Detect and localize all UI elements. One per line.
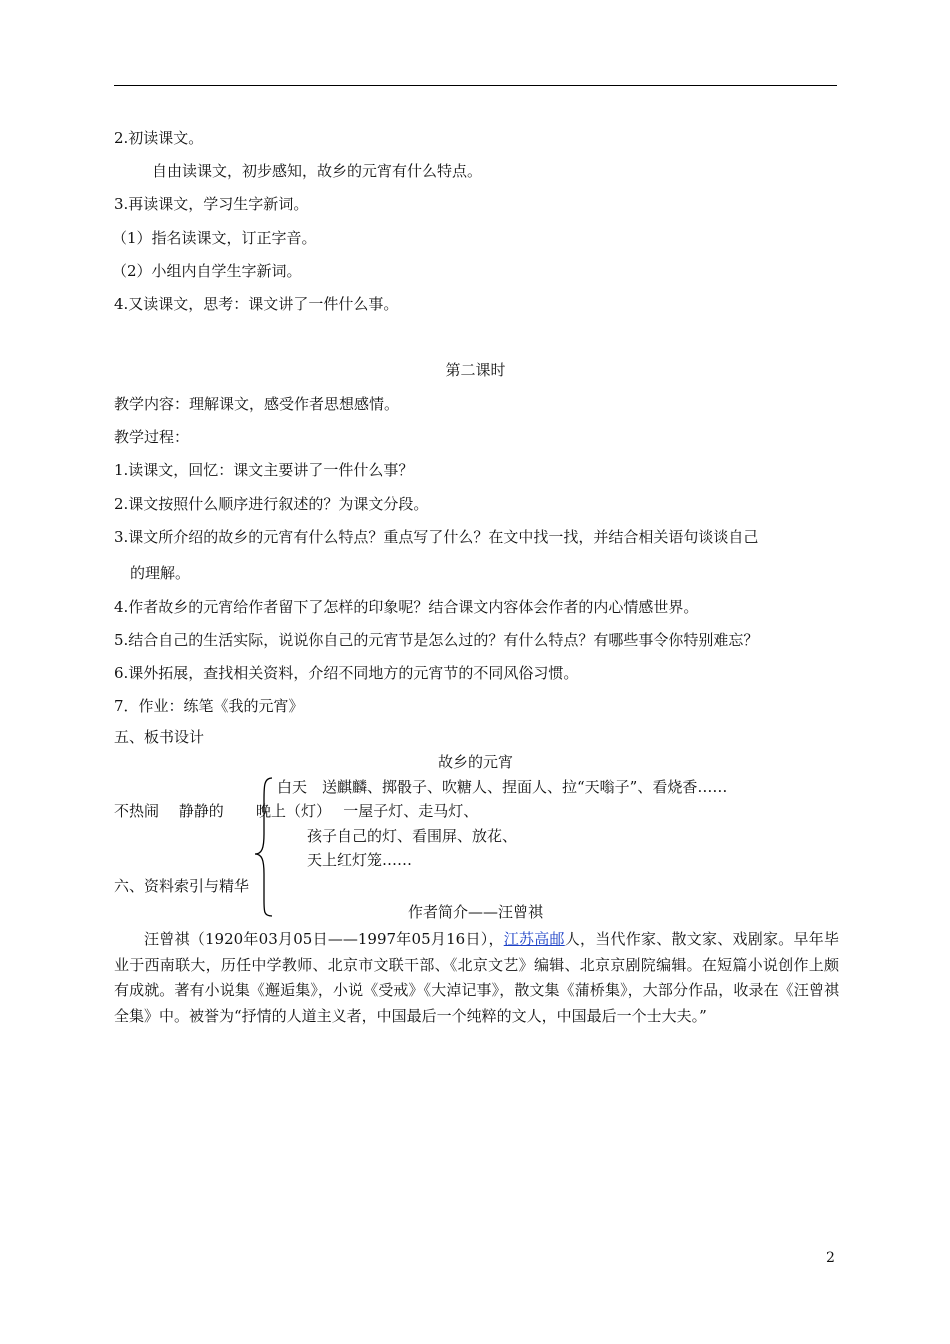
process-item-2: 2.课文按照什么顺序进行叙述的？为课文分段。: [114, 495, 429, 513]
section-6-heading: 六、资料索引与精华: [114, 877, 250, 895]
step-3-sub-2: （2）小组内自学生字新词。: [112, 262, 302, 280]
lesson-heading: 第二课时: [445, 361, 506, 379]
board-day: 白天 送麒麟、掷骰子、吹糖人、捏面人、拉“天嗡子”、看烧香……: [277, 778, 728, 796]
page-number: 2: [826, 1250, 835, 1266]
bio-title: 作者简介——汪曾祺: [407, 903, 543, 921]
process-item-5: 5.结合自己的生活实际，说说你自己的元宵节是怎么过的？有什么特点？有哪些事令你特别难忘？: [114, 631, 759, 649]
teaching-content: 教学内容：理解课文，感受作者思想感情。: [114, 395, 400, 413]
process-item-7: 7．作业：练笔《我的元宵》: [114, 697, 304, 715]
section-5-heading: 五、板书设计: [114, 728, 205, 746]
board-night-3: 天上红灯笼……: [307, 851, 413, 869]
step-4: 4.又读课文，思考：课文讲了一件什么事。: [114, 295, 399, 313]
process-item-6: 6.课外拓展，查找相关资料，介绍不同地方的元宵节的不同风俗习惯。: [114, 664, 579, 682]
bio-paragraph: [114, 927, 839, 1029]
process-item-4: 4.作者故乡的元宵给作者留下了怎样的印象呢？结合课文内容体会作者的内心情感世界。: [114, 598, 699, 616]
board-night-2: 孩子自己的灯、看围屏、放花、: [307, 827, 518, 845]
board-brace: [252, 776, 274, 918]
process-item-3-cont: 的理解。: [130, 564, 191, 582]
bio-text-before: 汪曾祺（1920年03月05日——1997年05月16日），: [144, 930, 504, 948]
header-rule: [114, 85, 837, 86]
board-night: 晚上（灯） 一屋子灯、走马灯、: [256, 802, 479, 820]
step-2: 2.初读课文。: [114, 129, 204, 147]
process-item-3: 3.课文所介绍的故乡的元宵有什么特点？重点写了什么？在文中找一找，并结合相关语句谈谈自己: [114, 528, 759, 546]
board-title: 故乡的元宵: [437, 753, 513, 771]
step-2-detail: 自由读课文，初步感知，故乡的元宵有什么特点。: [152, 162, 483, 180]
process-item-1: 1.读课文，回忆：课文主要讲了一件什么事？: [114, 461, 414, 479]
bio-text-after: 人，当代作家、散文家、戏剧家。早年毕业于西南联大，历任中学教师、北京市文联干部、《北京文艺》编辑、北京京剧院编辑。在短篇小说创作上颇有成就。著有小说集《邂逅集》，小说《受戒》《大淖记事》，散文集《蒲桥集》，大部分作品，收录在《汪曾祺全集》中。被誉为“抒情的人道主义者，中国最后一个纯粹的文人，中国最后一个士大夫。”: [114, 930, 839, 1025]
board-left: 不热闹 静静的: [114, 802, 224, 820]
hometown-link[interactable]: 江苏高邮: [503, 930, 565, 948]
step-3-sub-1: （1）指名读课文，订正字音。: [112, 229, 317, 247]
teaching-process-label: 教学过程：: [114, 428, 190, 446]
step-3: 3.再读课文，学习生字新词。: [114, 195, 309, 213]
